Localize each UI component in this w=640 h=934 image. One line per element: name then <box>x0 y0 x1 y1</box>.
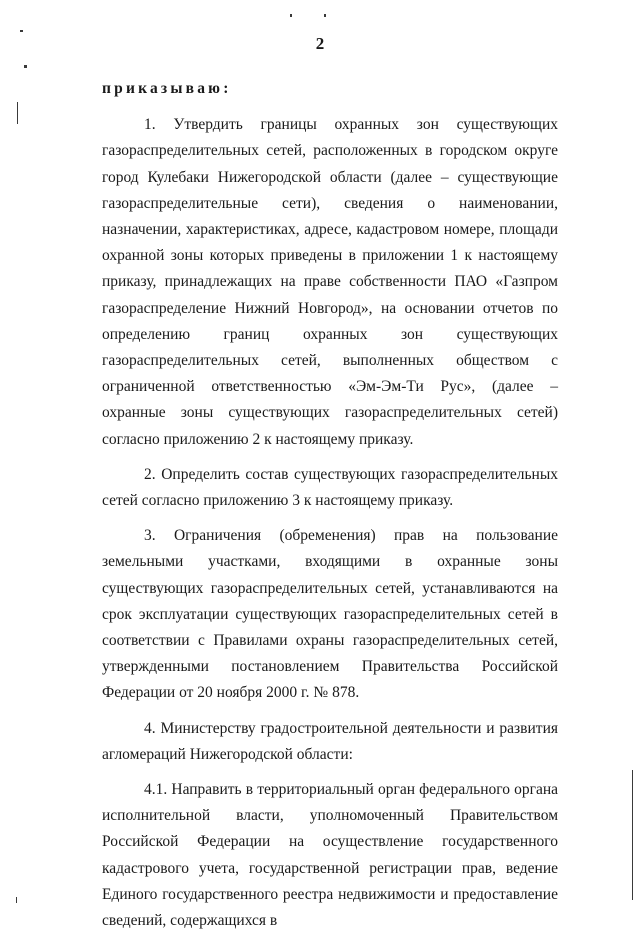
scan-mark-top-a <box>290 14 292 17</box>
document-body <box>102 76 558 934</box>
paragraph-4-1: 4.1. Направить в территориальный орган федерального органа исполнительной власти, уполномоченный Правительством Российской Федерации на осуществление государственного кадастрового учета, государственной регистрации прав, ведение Единого государственного реестра недвижимости и предоставление сведений, содержащихся в <box>102 781 558 930</box>
scan-mark-bottom-left <box>16 897 17 903</box>
order-heading: приказываю: <box>102 80 232 97</box>
paragraph-4: 4. Министерству градостроительной деятельности и развития агломераций Нижегородской области: <box>102 719 558 763</box>
scan-mark-right-edge <box>632 770 633 900</box>
page-number: 2 <box>315 34 325 53</box>
paragraph-1: 1. Утвердить границы охранных зон существующих газораспределительных сетей, расположенных в городском округе город Кулебаки Нижегородской области (далее – существующие газораспределительные сети), сведения о наименовании, назначении, характеристиках, адресе, кадастровом номере, площади охранной зоны которых приведены в приложении 1 к настоящему приказу, принадлежащих на праве собственности ПАО «Газпром газораспределение Нижний Новгород», на основании отчетов по определению границ охранных зон существующих газораспределительных сетей, выполненных обществом с ограниченной ответственностью «Эм-Эм-Ти Рус», (далее – охранные зоны существующих газораспределительных сетей) согласно приложению 2 к настоящему приказу. <box>102 116 558 448</box>
paragraph-3: 3. Ограничения (обременения) прав на пользование земельными участками, входящими в охранные зоны существующих газораспределительных сетей, устанавливаются на срок эксплуатации существующих газораспределительных сетей в соответствии с Правилами охраны газораспределительных сетей, утвержденными постановлением Правительства Российской Федерации от 20 ноября 2000 г. № 878. <box>102 527 558 702</box>
scan-mark-top-left <box>20 30 23 32</box>
scan-mark-left-bar <box>17 102 18 124</box>
paragraph-2: 2. Определить состав существующих газораспределительных сетей согласно приложению 3 к настоящему приказу. <box>102 465 558 510</box>
scan-mark-top-b <box>324 14 326 17</box>
scan-mark-left <box>24 65 27 68</box>
